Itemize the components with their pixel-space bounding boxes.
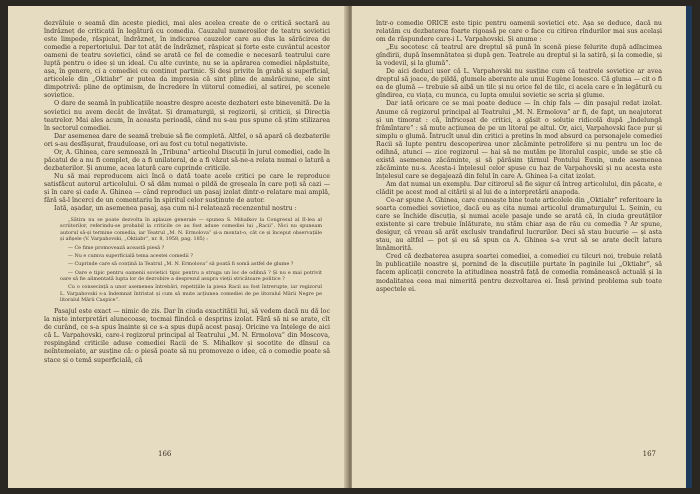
paragraph: Am dat numai un exemplu. Dar citirorul să fie sigur că întreg articolului, din păcate, e clădit pe acest mod al citării și al lui de a interpretării anapoda.: [376, 180, 662, 196]
left-page: [8, 6, 348, 488]
paragraph: „Eu socotesc că teatrul are dreptul să pună în scenă piese felurite după adîncimea gîndirii, după însemnătatea și după gen. Teatrele au dreptul și la satiră, și la comedie, și la vodevil, și la glumă”.: [376, 44, 662, 68]
paragraph: Or, A. Ghinea, care semnează în „Tribuna” articolul Discuții în jurul comediei, cade în păcatul de a nu fi complet, de a fi unilateral, de a fi văzut să-ne-a relata numai o latură a dezbaterilor. Și anume, acea latură care cuprinde criticile.: [44, 148, 330, 172]
quote-line: Cu o consecință a unor asemenea întrebări, repetițiile la piesa Racii au fost întrerupte, iar regizorul L. Varpahovski s-a îndemnat întristat și cum să mute acțiunea comediei de pe litoralul Mării Negre pe litoralul Mării Caspice”.: [60, 284, 322, 303]
paragraph: Dar asemenea dare de seamă trebuie să fie completă. Altfel, o să apară că dezbaterile ori s-au desfășurat, frauduloase, ori au fost cu totul negativiste.: [44, 132, 330, 148]
paragraph: Pasajul este exact — nimic de zis. Dar în ciuda exactității lui, să vedem dacă nu dă loc la niște interpretări alunecoase, tocmai fiindcă e desprins izolat. Fără să ni se arate, cît de curând, ce s-a spus înainte și ce s-a spus după acest pasaj. Oricine va înțelege de aici că L. Varpahovski, care-i regizorul principal al Teatrului „M. N. Ermolova” din Moscova, respingând criticile aduse comediei Racii de S. Mihalkov și socotite de dînsul ca neîntemeiate, ar susține că: o piesă poate să nu promoveze o idee, că o comedie poate să stace și o temă superficială, că: [44, 308, 330, 364]
paragraph: O dare de seamă în publicațiile noastre despre aceste dezbateri este binevenită. De la sovietici nu avem decât de învățat. Și dramaturgii, și regizorii, și criticii, și Direcția teatrelor. Mai ales acum, în aceasta perioadă, când nu s-au pus spune că știm stilizarea în sectorul comediei.: [44, 100, 330, 132]
right-page: [352, 6, 692, 488]
quote-line: — Nu e cumva superficială tema acestei comedii ?: [68, 252, 193, 259]
block-quote: [60, 217, 322, 303]
paragraph: De aici deduci usor că L. Varpahovski nu susține cum că teatrele sovietice ar avea dreptul să joace, de pildă, glumele aberante ale unui Eugène Ionesco. Că gluma — cit o fi ea de glumă — trebuie să aibă un tilc și nu orice fel de tilc, ci acela care e în legătură cu gîndirea, cu viața, cu munca, cu lupta omului sovietic se scria și glume.: [376, 68, 663, 100]
paragraph: Nu să mai reproducem aici încă o dată toate acele critici pe care le reproduce satisfăcut autorul articolului. O să dăm numai o pildă de greșeala în care poți să cazi — și în care și cade A. Ghinea — când reproduci un pasaj izolat dintr-o relatare mai amplă, fără să-l încerci de un comentariu în spiritul celor susținute de autor.: [44, 172, 330, 205]
page-number-left: 166: [158, 450, 172, 458]
paragraph: Dar iată oricare ce se mai poate deduce — în chip fals — din pasajul redat izolat. Anume că regizorul principal al Teatrului „M. N. Ermolova” ar fi, de fapt, un neajutorat și un timorat : că, înfricoșat de critici, a găsit o soluție ridicolă după „îndelungă frămîntare” : să mute acțiunea de pe un litoral pe altul. Or, aici, Varpahovski face pur și simplu o glumă. Întrucît unul din critici a pretins în mod absurd ca personajele comediei Racii să lupte pentru descoperirea unor zăcăminte petrolifere și nu pentru un loc de odihnă, atunci — zice regizorul — hai să ne mutăm pe litoralul caspic, unde se știe că există asemenea zăcăminte, și să părăsim țărmul Pontului Euxin, unde asemenea zăcăminte nu-s. Acesta-i înțelesul celor spuse cu haz de Varpahovski și nu acesta este înțelesul care se degajează din felul în care A. Ghinea l-a citat izolat.: [376, 100, 662, 180]
quote-line: — Ce fime promovează această piesă ?: [68, 244, 165, 251]
quote-line: „Sătira nu se poate dezvolta în aplauze generale — spunea S. Mihalkov la Congresul al II-lea al scriitorilor, referindu-se probabil la criticile ce au fost aduse comediei lui „Racii”. Nici nu spuneam autorul să-și termine comedia, iar Teatrul „M. N. Ermolova” și-a montat-o, cât ce și început observațiile și afișele (V. Varpahovski, „Oktiabr”, nr. 8, 1958, pag. 185) :: [60, 217, 322, 243]
left-page-text: [44, 20, 330, 365]
book-cover-edge: [686, 6, 692, 488]
quote-line: — Oare e tipic pentru oamenii sovietici tipic pentru a struga un loc de odihnă ? Și nu e mai potrivit oare să fie alimentată lupta lor de dezrobire a desprezul asupra vieții stricătoare politice ?: [60, 269, 322, 282]
paragraph: Iată, așadar, un asemenea pasaj, așa cum ni-l relatează recenzentul nostru :: [54, 205, 297, 213]
right-page-text: [376, 20, 662, 294]
page-number-right: 167: [642, 450, 656, 458]
paragraph: Ce-ar spune A. Ghinea, care cunoaște bine toate articolele din „Oktiabr” referitoare la soarta comediei sovietice, dacă eu aș cita numai articolul dramaturgului L. Șeinin, cu care se închide discuția, și numai acele pasaje unde se arată că, în ciuda greutăților existente și care trebuie înlăturate, nu stăm chiar așa de rău cu comedia ? Ar spune, desigur, că vreau să arăt exclusiv trandafirul lucrurilor. Deci să stau bucurie — și asta stau, au altfel — pot și eu să spun ca A. Ghinea s-a vrut să se arate decît latura înnămorită.: [376, 197, 662, 253]
book-spread: [8, 6, 692, 488]
paragraph: Cred că dezbaterea asupra soartei comediei, a comediei cu tilcuri noi, trebuie relată în publicațiile noastre și, pornind de la discuțiile purtate în paginile lui „Oktiabr”, să facem aplicații concrete la atitudinea noastră față de comedia românească actuală și la modalitatea ceea mai nimerită pentru dezvoltarea ei. Însă privind problema sub toate aspectele ei.: [376, 253, 662, 293]
paragraph: într-o comedie ORICE este tipic pentru oamenii sovietici etc. Așa se deduce, dacă nu relatăm cu dezbaterea foarte rigoasă pe care o face cu citirea rîndurilor mai sus același om de răspundere care-i L. Varpahovski. Și anume :: [376, 20, 662, 44]
paragraph: dezvăluie o seamă din aceste piedici, mai ales acelea create de o critică sectară au îndrăzneț de criticată în legătură cu comedia. Cauzalul numeroșilor de teatru sovietici este limpede, răspicat, îndrăzneț, în indicarea cauzelor care au dus la sărăcirea de comedie a repertoriului. Dar tot atât de îndrăzneț, răspicat și forte este cuvântul acestor oameni de teatru sovietici, când se arată ce fel de comedie e necesară teatrului care luptă pentru o idee și un ideal. Cu alte cuvinte, nu se ia apărarea comediei năpăstuite, așa, în genere, ci a comediei cu conținut partinic. Și deși privite în grabă și superficial, articolele din „Oktiabr” ar putea da impresia că sint pline de amărăciune, ele sint dimpotrivă: pline de optimism, de încredere în viitorul comediei, al satirei, pe scenele sovietice.: [44, 20, 330, 100]
quote-line: — Cuprinde care să conțină la Teatrul „M. N. Ermolova” să poată fi somă astfel de glume ?: [68, 261, 294, 268]
